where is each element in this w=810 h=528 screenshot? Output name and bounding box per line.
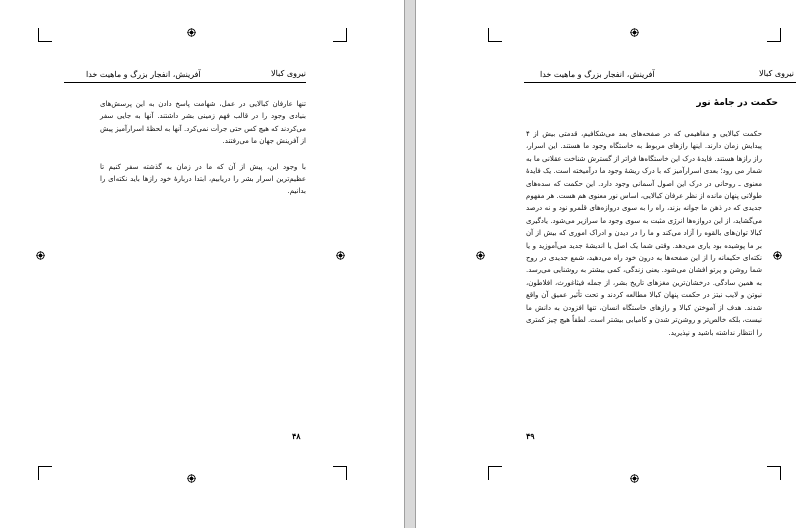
crop-mark <box>38 28 39 42</box>
running-head-book: نیروی کبالا <box>759 69 794 78</box>
running-head-chapter: آفرینش، انفجار بزرگ و ماهیت خدا <box>86 70 201 79</box>
page-number: ۴۹ <box>526 431 535 441</box>
crop-mark <box>488 41 502 42</box>
header-rule <box>64 82 306 83</box>
left-page <box>0 0 404 528</box>
crop-mark <box>38 466 39 480</box>
crop-mark <box>767 41 781 42</box>
crop-mark <box>38 466 52 467</box>
registration-mark-icon <box>36 251 45 260</box>
right-body <box>526 128 762 352</box>
crop-mark <box>767 466 781 467</box>
registration-mark-icon <box>336 251 345 260</box>
running-head-book: نیروی کبالا <box>271 69 306 78</box>
page-edge <box>404 0 405 528</box>
registration-mark-icon <box>187 474 196 483</box>
crop-mark <box>488 28 489 42</box>
crop-mark <box>38 41 52 42</box>
registration-mark-icon <box>773 251 782 260</box>
running-head-chapter: آفرینش، انفجار بزرگ و ماهیت خدا <box>540 70 655 79</box>
crop-mark <box>346 28 347 42</box>
crop-mark <box>333 466 347 467</box>
crop-mark <box>780 466 781 480</box>
crop-mark <box>346 466 347 480</box>
crop-mark <box>488 466 502 467</box>
page-number: ۴۸ <box>292 431 301 441</box>
section-title: حکمت در جامهٔ نور <box>696 98 778 108</box>
registration-mark-icon <box>187 28 196 37</box>
crop-mark <box>333 41 347 42</box>
left-body <box>100 98 306 211</box>
registration-mark-icon <box>630 28 639 37</box>
paragraph: تنها عارفان کبالایی در عمل، شهامت پاسخ دادن به این پرسش‌های بنیادی وجود را در قالب فهم زمینی بشر داشتند. آنها به جایی سفر می‌کردند که هیچ کس حتی جرأت نمی‌کرد. آنها به لحظهٔ اسرارآمیز پیش از آفرینش جهان ما می‌رفتند. <box>100 100 306 146</box>
gutter <box>404 0 416 528</box>
registration-mark-icon <box>630 474 639 483</box>
header-rule <box>524 82 796 83</box>
right-page <box>416 0 810 528</box>
paragraph: حکمت کبالایی و مفاهیمی که در صفحه‌های بعد می‌شکافیم، قدمتی بیش از ۴ پیدایش زمان دارند. اینها رازهای مربوط به خاستگاه وجود ما هستند. این اسرار، راز رازها هستند. فایدهٔ درک این خاستگاه‌ها فراتر از گسترش شناخت عقلانی ما به شمار می رود؛ بعدی اسرارآمیز که با درک ریشهٔ وجود ما درآمیخته است. یک فایدهٔ معنوی ـ روحانی در درک این اصول آسمانی وجود دارد. این حکمت که سده‌های طولانی پنهان مانده از نظر عرفان کبالایی، اساس نور معنوی هم هست. هر مفهوم جدیدی که در ذهن ما جوانه بزند، راه را به سوی دروازه‌های قلمرو نود و نه درصد می‌گشاید، از این دروازه‌ها انرژی مثبت به سوی وجود ما سرازیر می‌شود. یادگیری کبالا توان‌های بالقوه را آزاد می‌کند و ما را در دیدن و ادراک اموری که بیش از آن بر ما پوشیده بود یاری می‌دهد. وقتی شما یک اصل یا اندیشهٔ جدید می‌آموزید و یا نکته‌ای حکیمانه را از این صفحه‌ها به درون خود راه می‌دهید، شمع جدیدی در روح شما روشن و پرتو افشان می‌شود. یعنی زندگی، کمی بیشتر به روشنایی می‌رسد. به همین سادگی. درخشان‌ترین مغزهای تاریخ بشر، از جمله فیثاغورث، افلاطون، نیوتن و لایب نیتز در حکمت پنهان کبالا مطالعه کردند و تحت تأثیر عمیق آن واقع شدند. هدف از آموختن کبالا و رازهای خاستگاه انسان، تنها افزودن به دانش ما نیست، بلکه خالص‌تر و روشن‌تر شدن و کامیابی بیشتر است. لطفاً هیچ چیز کمتری را انتظار نداشته باشید و نپذیرید. <box>526 130 762 337</box>
crop-mark <box>780 28 781 42</box>
paragraph: با وجود این، پیش از آن که ما در زمان به گذشته سفر کنیم تا عظیم‌ترین اسرار بشر را دریابیم، ابتدا دربارهٔ خود رازها باید نکته‌ای را بدانیم. <box>100 162 306 196</box>
crop-mark <box>488 466 489 480</box>
registration-mark-icon <box>476 251 485 260</box>
